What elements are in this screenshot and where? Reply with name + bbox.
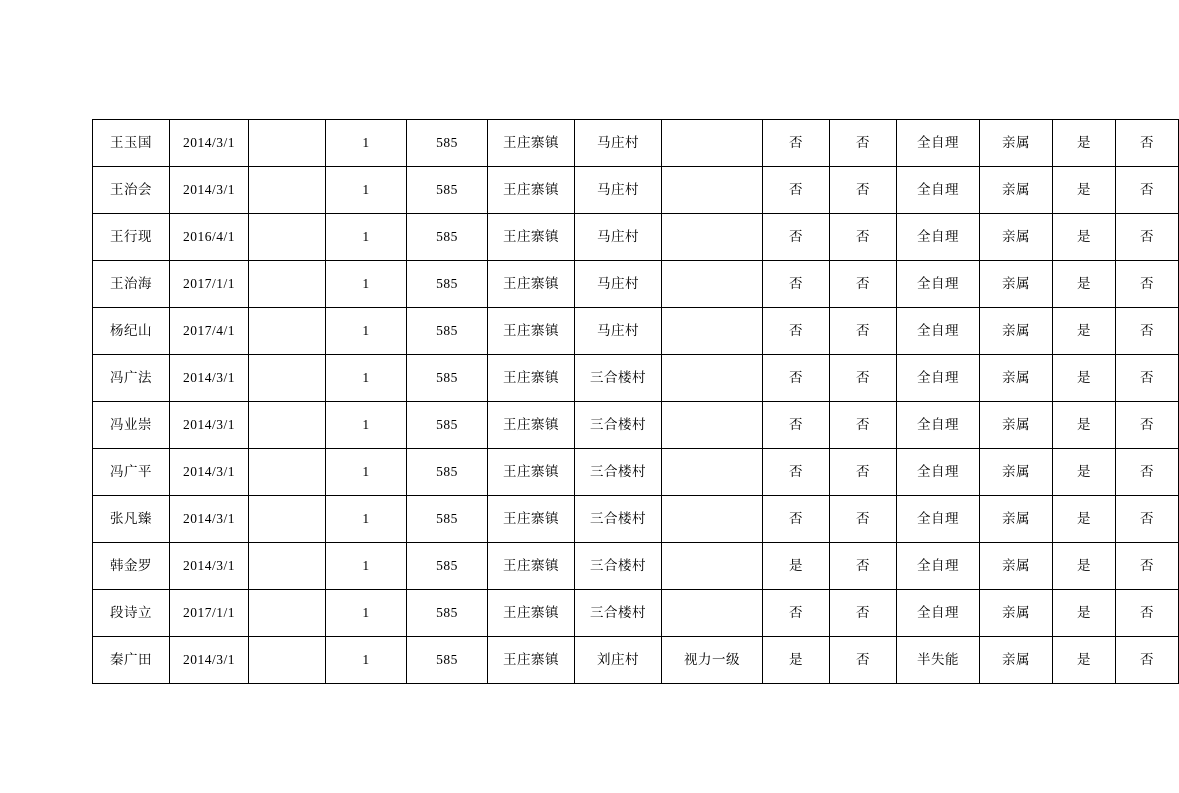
cell-flag-c: 是 <box>1053 402 1116 449</box>
cell-care-level: 全自理 <box>897 543 980 590</box>
cell-flag-a: 否 <box>763 214 830 261</box>
cell-name: 韩金罗 <box>93 543 170 590</box>
cell-flag-b: 否 <box>830 496 897 543</box>
cell-flag-a: 否 <box>763 355 830 402</box>
cell-date: 2014/3/1 <box>170 637 249 684</box>
cell-flag-b: 否 <box>830 355 897 402</box>
cell-disability <box>662 543 763 590</box>
cell-care-level: 全自理 <box>897 261 980 308</box>
cell-flag-c: 是 <box>1053 261 1116 308</box>
cell-name: 秦广田 <box>93 637 170 684</box>
cell-flag-b: 否 <box>830 261 897 308</box>
cell-caregiver: 亲属 <box>980 637 1053 684</box>
cell-town: 王庄寨镇 <box>488 355 575 402</box>
cell-flag-b: 否 <box>830 543 897 590</box>
cell-flag-a: 否 <box>763 261 830 308</box>
cell-date: 2014/3/1 <box>170 120 249 167</box>
cell-caregiver: 亲属 <box>980 120 1053 167</box>
cell-count: 1 <box>326 637 407 684</box>
cell-village: 三合楼村 <box>575 543 662 590</box>
cell-caregiver: 亲属 <box>980 496 1053 543</box>
cell-caregiver: 亲属 <box>980 308 1053 355</box>
cell-flag-b: 否 <box>830 637 897 684</box>
table-row <box>93 355 1179 402</box>
table-row <box>93 120 1179 167</box>
cell-flag-c: 是 <box>1053 590 1116 637</box>
cell-flag-c: 是 <box>1053 543 1116 590</box>
cell-disability <box>662 261 763 308</box>
cell-care-level: 全自理 <box>897 167 980 214</box>
cell-village: 三合楼村 <box>575 402 662 449</box>
cell-name: 王治海 <box>93 261 170 308</box>
cell-blank <box>249 637 326 684</box>
table-row <box>93 308 1179 355</box>
cell-village: 马庄村 <box>575 120 662 167</box>
cell-blank <box>249 543 326 590</box>
cell-care-level: 全自理 <box>897 214 980 261</box>
cell-town: 王庄寨镇 <box>488 402 575 449</box>
cell-care-level: 半失能 <box>897 637 980 684</box>
cell-amount: 585 <box>407 167 488 214</box>
cell-flag-d: 否 <box>1116 496 1179 543</box>
cell-count: 1 <box>326 402 407 449</box>
cell-blank <box>249 214 326 261</box>
cell-amount: 585 <box>407 449 488 496</box>
cell-date: 2014/3/1 <box>170 543 249 590</box>
cell-blank <box>249 590 326 637</box>
table-row <box>93 402 1179 449</box>
cell-name: 张凡臻 <box>93 496 170 543</box>
table-row <box>93 543 1179 590</box>
cell-flag-c: 是 <box>1053 355 1116 402</box>
cell-caregiver: 亲属 <box>980 590 1053 637</box>
cell-date: 2014/3/1 <box>170 496 249 543</box>
cell-town: 王庄寨镇 <box>488 496 575 543</box>
cell-flag-a: 否 <box>763 308 830 355</box>
cell-flag-d: 否 <box>1116 637 1179 684</box>
cell-name: 段诗立 <box>93 590 170 637</box>
cell-caregiver: 亲属 <box>980 355 1053 402</box>
cell-blank <box>249 496 326 543</box>
cell-flag-d: 否 <box>1116 120 1179 167</box>
cell-count: 1 <box>326 308 407 355</box>
cell-name: 冯业崇 <box>93 402 170 449</box>
cell-name: 冯广法 <box>93 355 170 402</box>
cell-flag-d: 否 <box>1116 308 1179 355</box>
cell-disability <box>662 449 763 496</box>
cell-count: 1 <box>326 120 407 167</box>
cell-count: 1 <box>326 496 407 543</box>
cell-care-level: 全自理 <box>897 308 980 355</box>
cell-flag-b: 否 <box>830 308 897 355</box>
cell-caregiver: 亲属 <box>980 449 1053 496</box>
cell-blank <box>249 167 326 214</box>
cell-village: 刘庄村 <box>575 637 662 684</box>
cell-amount: 585 <box>407 496 488 543</box>
cell-village: 三合楼村 <box>575 590 662 637</box>
cell-village: 马庄村 <box>575 214 662 261</box>
cell-town: 王庄寨镇 <box>488 167 575 214</box>
cell-amount: 585 <box>407 261 488 308</box>
cell-date: 2017/1/1 <box>170 590 249 637</box>
cell-name: 王玉国 <box>93 120 170 167</box>
table-row <box>93 637 1179 684</box>
cell-flag-a: 否 <box>763 496 830 543</box>
cell-flag-c: 是 <box>1053 120 1116 167</box>
cell-flag-d: 否 <box>1116 590 1179 637</box>
table-row <box>93 449 1179 496</box>
cell-name: 王治会 <box>93 167 170 214</box>
cell-disability <box>662 214 763 261</box>
cell-caregiver: 亲属 <box>980 543 1053 590</box>
cell-flag-b: 否 <box>830 449 897 496</box>
cell-amount: 585 <box>407 402 488 449</box>
table-row <box>93 214 1179 261</box>
cell-care-level: 全自理 <box>897 590 980 637</box>
cell-flag-a: 否 <box>763 449 830 496</box>
cell-count: 1 <box>326 355 407 402</box>
cell-village: 三合楼村 <box>575 449 662 496</box>
cell-date: 2014/3/1 <box>170 402 249 449</box>
cell-flag-b: 否 <box>830 402 897 449</box>
cell-flag-c: 是 <box>1053 167 1116 214</box>
cell-flag-a: 否 <box>763 590 830 637</box>
cell-disability <box>662 355 763 402</box>
cell-disability <box>662 308 763 355</box>
cell-amount: 585 <box>407 214 488 261</box>
cell-blank <box>249 449 326 496</box>
cell-flag-d: 否 <box>1116 543 1179 590</box>
cell-flag-a: 否 <box>763 402 830 449</box>
cell-amount: 585 <box>407 308 488 355</box>
cell-flag-a: 是 <box>763 637 830 684</box>
cell-village: 三合楼村 <box>575 496 662 543</box>
cell-disability: 视力一级 <box>662 637 763 684</box>
cell-flag-a: 否 <box>763 120 830 167</box>
cell-date: 2017/4/1 <box>170 308 249 355</box>
cell-flag-b: 否 <box>830 167 897 214</box>
cell-disability <box>662 496 763 543</box>
cell-flag-c: 是 <box>1053 214 1116 261</box>
cell-town: 王庄寨镇 <box>488 543 575 590</box>
cell-date: 2014/3/1 <box>170 449 249 496</box>
cell-count: 1 <box>326 543 407 590</box>
cell-count: 1 <box>326 590 407 637</box>
cell-disability <box>662 120 763 167</box>
cell-village: 马庄村 <box>575 167 662 214</box>
cell-flag-b: 否 <box>830 590 897 637</box>
cell-flag-a: 是 <box>763 543 830 590</box>
cell-name: 王行现 <box>93 214 170 261</box>
cell-disability <box>662 590 763 637</box>
cell-amount: 585 <box>407 355 488 402</box>
cell-count: 1 <box>326 449 407 496</box>
table-body <box>93 120 1179 684</box>
table-row <box>93 590 1179 637</box>
cell-care-level: 全自理 <box>897 402 980 449</box>
cell-flag-c: 是 <box>1053 496 1116 543</box>
cell-town: 王庄寨镇 <box>488 120 575 167</box>
cell-date: 2017/1/1 <box>170 261 249 308</box>
cell-amount: 585 <box>407 120 488 167</box>
beneficiary-table <box>92 119 1179 684</box>
cell-count: 1 <box>326 167 407 214</box>
cell-flag-d: 否 <box>1116 214 1179 261</box>
cell-care-level: 全自理 <box>897 449 980 496</box>
cell-amount: 585 <box>407 590 488 637</box>
cell-blank <box>249 261 326 308</box>
cell-flag-d: 否 <box>1116 261 1179 308</box>
cell-village: 马庄村 <box>575 308 662 355</box>
cell-date: 2014/3/1 <box>170 355 249 402</box>
cell-flag-d: 否 <box>1116 355 1179 402</box>
cell-disability <box>662 402 763 449</box>
cell-amount: 585 <box>407 637 488 684</box>
cell-town: 王庄寨镇 <box>488 261 575 308</box>
cell-flag-b: 否 <box>830 214 897 261</box>
cell-flag-c: 是 <box>1053 308 1116 355</box>
cell-amount: 585 <box>407 543 488 590</box>
cell-care-level: 全自理 <box>897 120 980 167</box>
cell-blank <box>249 120 326 167</box>
cell-town: 王庄寨镇 <box>488 590 575 637</box>
table-row <box>93 261 1179 308</box>
cell-flag-d: 否 <box>1116 402 1179 449</box>
cell-caregiver: 亲属 <box>980 402 1053 449</box>
cell-caregiver: 亲属 <box>980 167 1053 214</box>
cell-care-level: 全自理 <box>897 355 980 402</box>
cell-caregiver: 亲属 <box>980 214 1053 261</box>
cell-caregiver: 亲属 <box>980 261 1053 308</box>
cell-blank <box>249 355 326 402</box>
cell-date: 2016/4/1 <box>170 214 249 261</box>
cell-count: 1 <box>326 261 407 308</box>
cell-name: 冯广平 <box>93 449 170 496</box>
cell-name: 杨纪山 <box>93 308 170 355</box>
cell-care-level: 全自理 <box>897 496 980 543</box>
cell-flag-c: 是 <box>1053 637 1116 684</box>
cell-blank <box>249 402 326 449</box>
cell-town: 王庄寨镇 <box>488 637 575 684</box>
cell-flag-b: 否 <box>830 120 897 167</box>
table-container <box>92 119 1154 684</box>
cell-town: 王庄寨镇 <box>488 308 575 355</box>
table-row <box>93 496 1179 543</box>
cell-village: 马庄村 <box>575 261 662 308</box>
cell-flag-c: 是 <box>1053 449 1116 496</box>
cell-disability <box>662 167 763 214</box>
cell-flag-a: 否 <box>763 167 830 214</box>
cell-date: 2014/3/1 <box>170 167 249 214</box>
cell-blank <box>249 308 326 355</box>
table-row <box>93 167 1179 214</box>
cell-village: 三合楼村 <box>575 355 662 402</box>
cell-town: 王庄寨镇 <box>488 449 575 496</box>
cell-flag-d: 否 <box>1116 449 1179 496</box>
cell-count: 1 <box>326 214 407 261</box>
cell-flag-d: 否 <box>1116 167 1179 214</box>
cell-town: 王庄寨镇 <box>488 214 575 261</box>
